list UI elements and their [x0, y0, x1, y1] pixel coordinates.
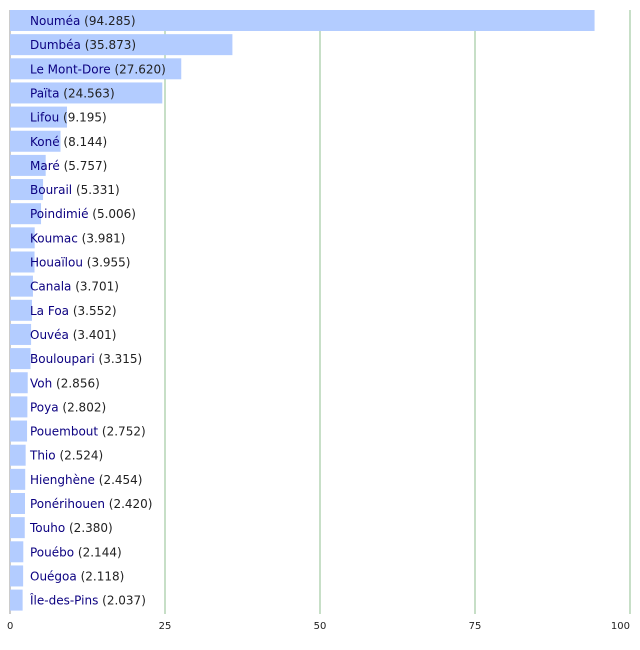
- bar-label: [30, 280, 119, 294]
- value-label: (3.401): [68, 327, 117, 342]
- bar-label: [30, 497, 152, 511]
- value-label: (27.620): [110, 62, 166, 77]
- x-tick-label: 75: [468, 621, 482, 632]
- value-label: (24.563): [59, 86, 115, 101]
- bar-label: [30, 183, 120, 197]
- category-name[interactable]: Bourail: [30, 183, 73, 198]
- bar-label: [30, 400, 106, 414]
- bar-label: [30, 256, 130, 270]
- bar-label: [30, 473, 142, 487]
- value-label: (2.420): [104, 497, 153, 511]
- value-label: (5.006): [88, 207, 136, 222]
- x-tick-label: 100: [610, 621, 630, 632]
- category-name[interactable]: Poya: [30, 400, 59, 415]
- bar-label: [30, 86, 115, 100]
- category-name[interactable]: Île-des-Pins: [30, 593, 99, 608]
- value-label: (2.380): [65, 521, 113, 536]
- bar: [10, 445, 26, 466]
- value-label: (3.981): [77, 231, 126, 246]
- category-name[interactable]: Thio: [30, 448, 56, 463]
- bar-label: [30, 304, 117, 318]
- bar-label: [30, 425, 146, 439]
- category-name[interactable]: Voh: [30, 376, 53, 391]
- bar-label: [30, 231, 125, 245]
- value-label: (2.524): [55, 448, 104, 463]
- x-tick-label: 50: [313, 621, 327, 632]
- category-name[interactable]: Pouébo: [30, 545, 75, 560]
- value-label: (9.195): [59, 110, 107, 125]
- bar-label: [30, 62, 166, 76]
- value-label: (2.752): [98, 424, 146, 439]
- value-label: (3.552): [69, 303, 117, 318]
- bar: [10, 324, 31, 345]
- category-name[interactable]: Ponérihouen: [30, 497, 105, 511]
- bar-label: [30, 545, 122, 559]
- category-name[interactable]: Koné: [30, 134, 60, 149]
- value-label: (35.873): [80, 38, 137, 53]
- category-name[interactable]: Ouvéa: [30, 327, 69, 342]
- bar: [10, 372, 28, 393]
- category-name[interactable]: Dumbéa: [30, 38, 81, 53]
- category-name[interactable]: Bouloupari: [30, 352, 95, 367]
- bar-label: [30, 376, 100, 390]
- value-label: (2.118): [76, 569, 125, 584]
- bar: [10, 396, 27, 417]
- value-label: (2.802): [58, 400, 107, 415]
- bar: [10, 590, 23, 611]
- bar-label: [29, 521, 113, 535]
- bar-label: [30, 328, 116, 342]
- value-label: (2.144): [74, 545, 122, 560]
- category-name[interactable]: Nouméa: [30, 14, 81, 28]
- category-name[interactable]: Païta: [30, 86, 60, 101]
- value-label: (94.285): [80, 14, 136, 28]
- bar-label: [30, 111, 107, 125]
- bar-label: [30, 159, 107, 173]
- category-name[interactable]: Houaïlou: [30, 255, 83, 270]
- value-label: (3.701): [71, 279, 119, 294]
- category-name[interactable]: Touho: [30, 521, 66, 536]
- category-name[interactable]: Pouembout: [30, 424, 99, 439]
- category-name[interactable]: La Foa: [30, 303, 70, 318]
- x-tick-label: 25: [158, 621, 172, 632]
- bar: [10, 493, 25, 514]
- category-name[interactable]: Poindimié: [30, 207, 89, 222]
- bar-label: [29, 593, 146, 608]
- bar: [10, 565, 23, 586]
- bar-label: [30, 569, 124, 583]
- category-name[interactable]: Lifou: [30, 110, 60, 125]
- bar-label: [30, 352, 142, 366]
- bar: [10, 541, 23, 562]
- category-name[interactable]: Ouégoa: [30, 569, 77, 584]
- bar: [10, 348, 31, 369]
- bar-label: [30, 135, 107, 149]
- bar-label: [30, 14, 136, 28]
- x-axis: [7, 621, 630, 632]
- category-name[interactable]: Canala: [30, 279, 72, 294]
- value-label: (5.757): [59, 158, 108, 173]
- value-label: (3.955): [82, 255, 131, 270]
- category-name[interactable]: Le Mont-Dore: [30, 62, 111, 77]
- category-name[interactable]: Koumac: [30, 231, 78, 246]
- value-label: (2.037): [98, 593, 146, 608]
- category-name[interactable]: Hienghène: [30, 472, 95, 487]
- x-tick-label: 0: [7, 621, 14, 632]
- bar: [10, 517, 25, 538]
- category-name[interactable]: Maré: [30, 158, 60, 173]
- bar: [10, 421, 27, 442]
- bar: [10, 300, 32, 321]
- bar-label: [30, 207, 136, 221]
- bar: [10, 469, 25, 490]
- value-label: (2.856): [52, 376, 100, 391]
- value-label: (8.144): [59, 134, 108, 149]
- bar-label: [29, 449, 103, 463]
- value-label: (5.331): [72, 183, 120, 198]
- value-label: (3.315): [94, 352, 143, 367]
- value-label: (2.454): [94, 472, 143, 487]
- bar-label: [30, 38, 136, 52]
